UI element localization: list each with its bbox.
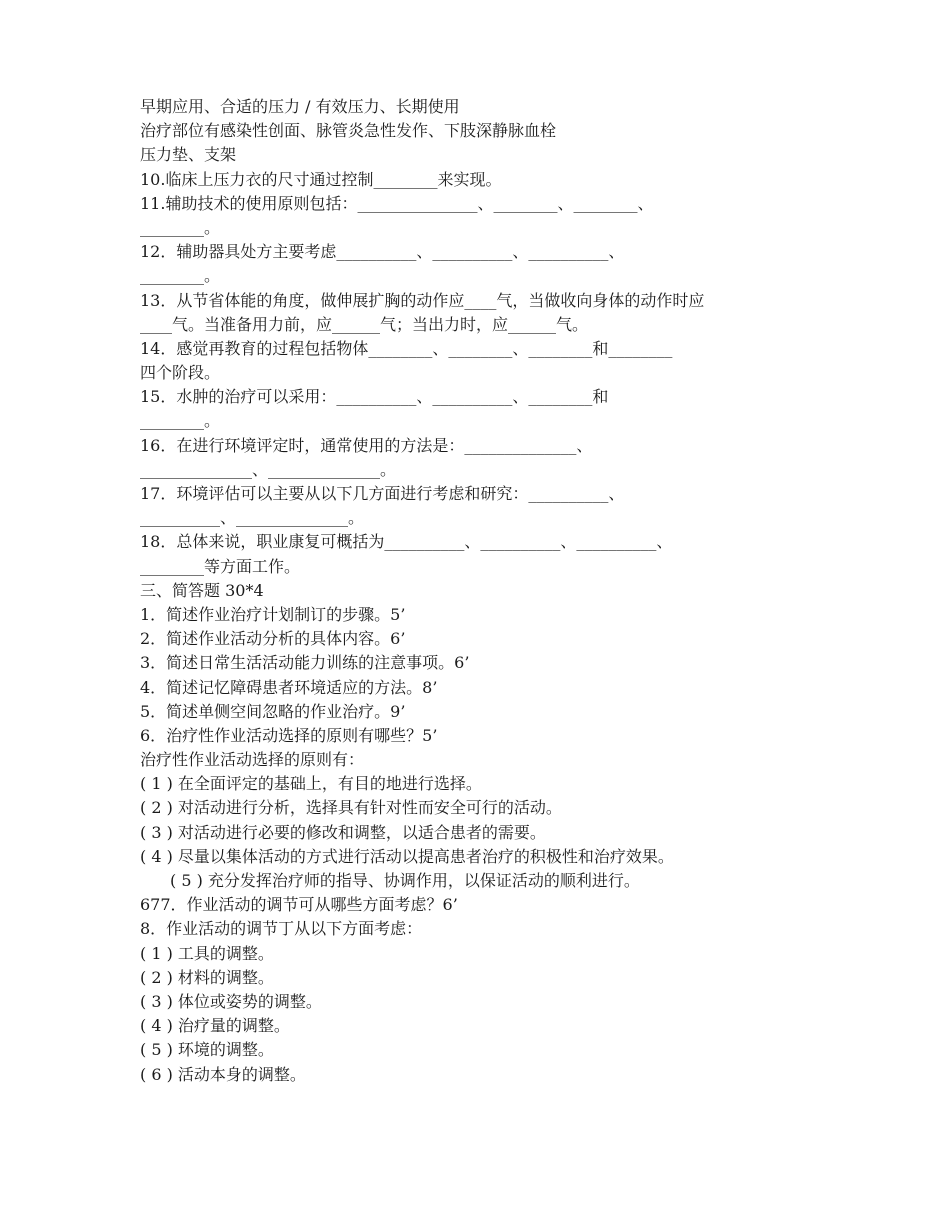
question-10: 10.临床上压力衣的尺寸通过控制________来实现。 <box>140 169 502 189</box>
answer-item: ( 4 ) 尽量以集体活动的方式进行活动以提高患者治疗的积极性和治疗效果。 <box>140 846 674 866</box>
question-13: 13．从节省体能的角度，做伸展扩胸的动作应____气，当做收向身体的动作时应 <box>140 290 705 310</box>
short-answer-7: 677．作业活动的调节可从哪些方面考虑？6’ <box>140 895 458 915</box>
answer-item: ( 3 ) 体位或姿势的调整。 <box>140 991 322 1011</box>
short-answer-5: 5．简述单侧空间忽略的作业治疗。9’ <box>140 701 406 721</box>
answer-item: ( 5 ) 充分发挥治疗师的指导、协调作用，以保证活动的顺利进行。 <box>170 871 640 890</box>
question-17: 17．环境评估可以主要从以下几方面进行考虑和研究：__________、 <box>140 484 625 503</box>
answer-item: ( 6 ) 活动本身的调整。 <box>140 1064 306 1084</box>
short-answer-2: 2．简述作业活动分析的具体内容。6’ <box>140 629 406 649</box>
question-12: 12．辅助器具处方主要考虑__________、__________、__________、 <box>140 242 625 262</box>
section-heading: 三、简答题 30*4 <box>140 580 264 600</box>
question-18: 18．总体来说，职业康复可概括为__________、__________、__________、 <box>140 532 673 552</box>
answer-item: ( 1 ) 在全面评定的基础上，有目的地进行选择。 <box>140 774 482 794</box>
question-13-cont: ____气。当准备用力前，应______气；当出力时，应______气。 <box>140 314 589 334</box>
question-12-cont: ________。 <box>140 266 221 286</box>
answer-item: ( 2 ) 材料的调整。 <box>140 967 274 987</box>
short-answer-6: 6．治疗性作业活动选择的原则有哪些？5’ <box>140 725 438 745</box>
question-11: 11.辅助技术的使用原则包括：_______________、________、________、 <box>140 193 654 213</box>
question-11-cont: ________。 <box>140 217 221 237</box>
document-page <box>140 95 830 1087</box>
text-line: 治疗部位有感染性创面、脉管炎急性发作、下肢深静脉血栓 <box>140 121 557 141</box>
question-18-cont: ________等方面工作。 <box>140 556 301 576</box>
text-line: 压力垫、支架 <box>140 145 237 165</box>
answer-item: ( 5 ) 环境的调整。 <box>140 1040 274 1060</box>
short-answer-4: 4．简述记忆障碍患者环境适应的方法。8’ <box>140 677 438 697</box>
answer-item: ( 1 ) 工具的调整。 <box>140 943 274 963</box>
question-16-cont: ______________、______________。 <box>140 459 397 479</box>
question-15-cont: ________。 <box>140 411 221 431</box>
short-answer-3: 3．简述日常生活活动能力训练的注意事项。6’ <box>140 653 470 673</box>
text-line: 早期应用、合适的压力 / 有效压力、长期使用 <box>140 97 460 116</box>
answer-item: ( 2 ) 对活动进行分析，选择具有针对性而安全可行的活动。 <box>140 798 562 818</box>
answer-intro: 8．作业活动的调节丁从以下方面考虑： <box>140 919 423 939</box>
answer-intro: 治疗性作业活动选择的原则有： <box>140 750 365 770</box>
short-answer-1: 1．简述作业治疗计划制订的步骤。5’ <box>140 604 406 624</box>
answer-item: ( 4 ) 治疗量的调整。 <box>140 1016 290 1036</box>
question-14: 14．感觉再教育的过程包括物体________、________、________和________ <box>140 338 673 358</box>
question-16: 16．在进行环境评定时，通常使用的方法是：______________、 <box>140 435 593 455</box>
question-15: 15．水肿的治疗可以采用：__________、__________、________和 <box>140 387 609 407</box>
question-14-cont: 四个阶段。 <box>140 363 221 383</box>
answer-item: ( 3 ) 对活动进行必要的修改和调整，以适合患者的需要。 <box>140 822 546 842</box>
question-17-cont: __________、______________。 <box>140 508 365 528</box>
